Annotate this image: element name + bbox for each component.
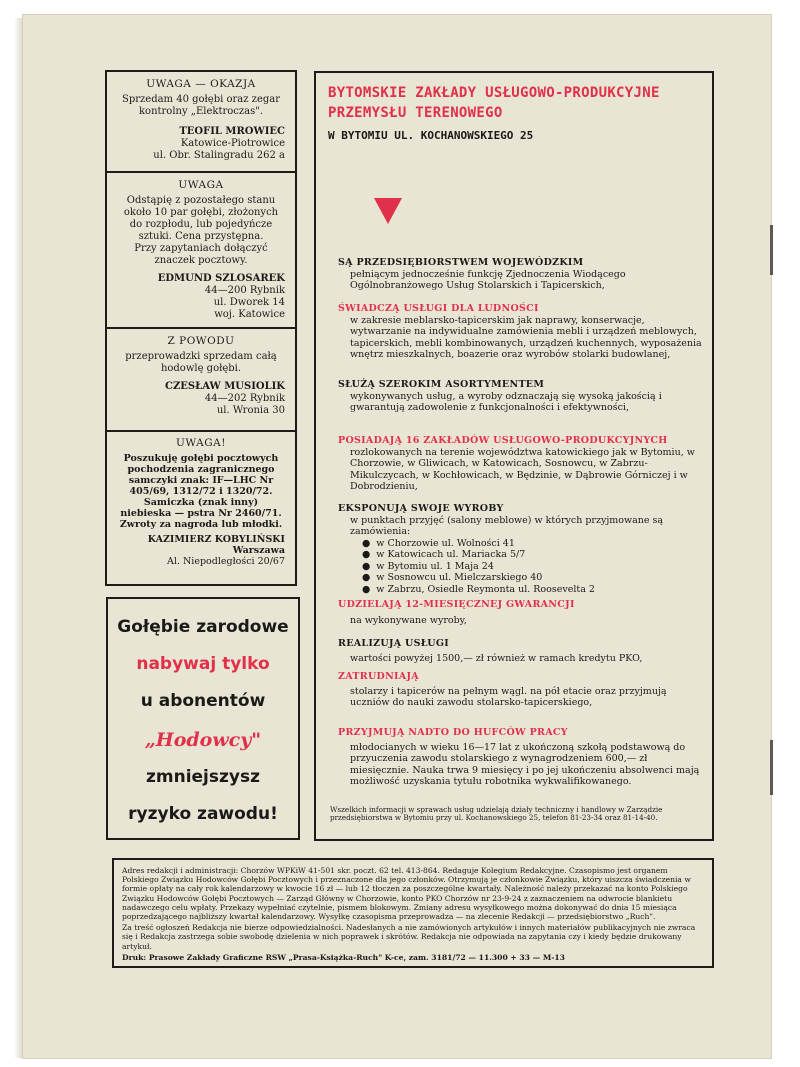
imprint-paragraph: Adres redakcji i administracji: Chorzów WPKiW 41-501 skr. poczt. 62 tel. 413-864. Redaguje Kolegium Redakcyjne. Czasopismo jest organem Polskiego Związku Hodowców Gołębi Pocztowych i przeznaczone dla jego członków. Otrzymują je członkowie Związku, który uiszcza świadczenia w formie opłaty na cały rok kalendarzowy w kwocie 16 zł — lub 12 tłoczen za poszczególne kwartały. Należność należy przekazać na konto Polskiego Związku Hodowców Gołębi Pocztowych — Zarząd Główny w Chorzowie, konto PKO Chorzów nr 23-9-24 z zaznaczeniem na odwrocie blankietu nadawczego celu wpłaty. Przekazy wypełniać czytelnie, pismem blokowym. Zmiany adresu wysyłkowego można dokonywać do dnia 15 miesiąca poprzedzającego najbliższy kwartał kalendarzowy. Wysyłkę czasopisma przeprowadza — na zlecenie Redakcji — przedsiębiorstwo „Ruch". <box>122 866 691 922</box>
ad-note: Przy zapytaniach dołączyć znaczek pocztowy. <box>134 243 268 266</box>
section-text: w punktach przyjęć (salony meblowe) w których przyjmowane są zamówienia: <box>350 514 664 537</box>
ad-address: Katowice-Piotrowice <box>180 138 285 149</box>
section-title: EKSPONUJĄ SWOJE WYROBY <box>338 503 504 514</box>
ad-section <box>340 379 702 414</box>
ad-address: 44—200 Rybnik <box>204 285 285 296</box>
classified-ad <box>107 432 295 584</box>
ad-section <box>340 599 702 626</box>
ad-section <box>340 671 702 709</box>
section-text: stolarzy i tapicerów na pełnym wągl. na pół etacie oraz przyjmują uczniów do nauki zawodu stolarsko-tapicerskiego, <box>350 685 667 708</box>
classified-ad <box>107 72 295 173</box>
promo-line: Gołębie zarodowe <box>117 617 289 637</box>
company-footnote: Wszelkich informacji w sprawach usług udzielają działy techniczny i handlowy w Zarządzie przedsiębiorstwa w Bytomiu przy ul. Kochanowskiego 25, telefon 81-23-34 oraz 81-14-40. <box>330 805 663 823</box>
section-title: UDZIELAJĄ 12-MIESIĘCZNEJ GWARANCJI <box>338 599 575 610</box>
section-title: SĄ PRZEDSIĘBIORSTWEM WOJEWÓDZKIM <box>338 257 584 268</box>
company-title: BYTOMSKIE ZAKŁADY USŁUGOWO-PRODUKCYJNE <box>328 85 660 101</box>
ad-section <box>340 503 702 595</box>
imprint-paragraph: Za treść ogłoszeń Redakcja nie bierze odpowiedzialności. Nadesłanych a nie zamówionych artykułów i innych materiałów publikacyjnych nie zwraca się i Redakcja zastrzega sobie swobodę dzielenia w nich poprawek i skrótów. Redakcja nie odpowiada na zapytania czy i kiedy będzie drukowany artykuł. <box>122 923 696 951</box>
promo-line: ryzyko zawodu! <box>128 804 278 824</box>
ad-address: 44—202 Rybnik <box>204 393 285 404</box>
ad-address: woj. Katowice <box>214 309 285 320</box>
section-title: ZATRUDNIAJĄ <box>338 671 419 682</box>
showroom-item: ● w Katowicach ul. Mariacka 5/7 <box>376 549 702 561</box>
ad-name: TEOFIL MROWIEC <box>179 126 285 137</box>
promo-line: nabywaj tylko <box>136 654 270 674</box>
showroom-item: ● w Zabrzu, Osiedle Reymonta ul. Roosevelta 2 <box>376 584 702 596</box>
company-location: W BYTOMIU UL. KOCHANOWSKIEGO 25 <box>328 129 534 142</box>
showroom-item: ● w Sosnowcu ul. Mielczarskiego 40 <box>376 572 702 584</box>
section-text: wykonywanych usług, a wyroby odznaczają się wysoką jakością i gwarantują zadowolenie z funkcjonalności i efektywności, <box>350 390 662 413</box>
section-text: wartości powyżej 1500,— zł również w ramach kredytu PKO, <box>350 652 643 664</box>
ad-section <box>340 638 702 664</box>
promo-line: u abonentów <box>140 691 266 711</box>
classified-ad <box>107 173 295 329</box>
page-edge-mark <box>770 740 773 795</box>
ad-title: UWAGA! <box>176 437 226 449</box>
section-title: PRZYJMUJĄ NADTO DO HUFCÓW PRACY <box>338 727 568 738</box>
ad-address: Al. Niepodległości 20/67 <box>167 556 285 567</box>
section-text: pełniącym jednocześnie funkcję Zjednoczenia Wiodącego Ogólnobranżowego Usług Stolarskich i Tapicerskich, <box>350 268 626 291</box>
ad-body: przeprowadzki sprzedam całą hodowlę gołębi. <box>125 351 277 374</box>
ad-address: Warszawa <box>232 545 285 556</box>
section-text: rozlokowanych na terenie województwa katowickiego jak w Bytomiu, w Chorzowie, w Gliwicach, w Katowicach, Sosnowcu, w Zabrzu-Mikulczycach, w Kochłowicach, w Będzinie, w Dąbrowie Górniczej i w Dobrodzieniu, <box>350 446 695 492</box>
ad-body: Odstąpię z pozostałego stanu około 10 par gołębi, złożonych do rozpłodu, lub pojedyńcze sztuki. Cena przystępna. <box>123 195 279 242</box>
ad-section <box>340 435 702 493</box>
triangle-logo-icon <box>374 198 402 224</box>
section-text: w zakresie meblarsko-tapicerskim jak naprawy, konserwacje, wytwarzanie na indywidualne zamówienia mebli i urządzeń meblowych, tapicerskich, mebli kombinowanych, urządzeń kuchennych, wyposażenia wnętrz mieszkalnych, boazerie oraz wyrobów stolarki budowlanej, <box>350 314 702 360</box>
section-title: POSIADAJĄ 16 ZAKŁADÓW USŁUGOWO-PRODUKCYJNYCH <box>338 435 668 446</box>
company-advertisement <box>314 71 714 841</box>
company-title: PRZEMYSŁU TERENOWEGO <box>328 105 503 121</box>
ad-address: ul. Wronia 30 <box>216 405 285 416</box>
ad-name: CZESŁAW MUSIOLIK <box>165 381 285 392</box>
classified-ad <box>107 329 295 432</box>
showroom-item: ● w Chorzowie ul. Wolności 41 <box>376 538 702 550</box>
ad-title: Z POWODU <box>167 335 235 347</box>
ad-title: UWAGA — OKAZJA <box>146 78 256 90</box>
promo-line: zmniejszysz <box>145 767 260 787</box>
editorial-imprint <box>112 858 714 968</box>
section-text: na wykonywane wyroby, <box>350 614 467 626</box>
promo-box <box>106 597 300 840</box>
ad-section <box>340 727 702 788</box>
ad-name: EDMUND SZLOSAREK <box>157 273 285 284</box>
ad-address: ul. Obr. Stalingradu 262 a <box>153 150 285 161</box>
ad-section <box>340 303 702 361</box>
ad-title: UWAGA <box>178 179 224 191</box>
ad-body: Sprzedam 40 gołębi oraz zegar kontrolny „Elektroczas". <box>121 94 281 117</box>
section-title: ŚWIADCZĄ USŁUGI DLA LUDNOŚCI <box>338 303 539 314</box>
section-title: REALIZUJĄ USŁUGI <box>338 638 450 649</box>
imprint-printer: Druk: Prasowe Zakłady Graficzne RSW „Prasa-Książka-Ruch" K-ce, zam. 3181/72 — 11.300 + 33 — M-13 <box>122 952 565 962</box>
classified-ads-column <box>105 70 297 586</box>
showroom-item: ● w Bytomiu ul. 1 Maja 24 <box>376 561 702 573</box>
promo-line: „Hodowcy" <box>144 729 262 751</box>
showroom-list <box>340 538 702 596</box>
ad-body: Poszukuję gołębi pocztowych pochodzenia zagranicznego samczyki znak: IF—LHC Nr 405/69, 1312/72 i 1320/72. Samiczka (znak inny) niebieska — pstra Nr 2460/71. Zwroty za nagroda lub młodki. <box>119 453 283 530</box>
ad-address: ul. Dworek 14 <box>213 297 285 308</box>
section-title: SŁUŻĄ SZEROKIM ASORTYMENTEM <box>338 379 545 390</box>
section-text: młodocianych w wieku 16—17 lat z ukończoną szkołą podstawową do przyuczenia zawodu stolarskiego z wynagrodzeniem 600,— zł miesięcznie. Nauka trwa 9 miesięcy i po jej ukończeniu absolwenci mają możliwość uzyskania tytułu robotnika wykwalifikowanego. <box>350 741 700 787</box>
ad-name: KAZIMIERZ KOBYLIŃSKI <box>147 534 285 545</box>
ad-section <box>340 257 702 292</box>
page-edge-mark <box>770 225 773 275</box>
